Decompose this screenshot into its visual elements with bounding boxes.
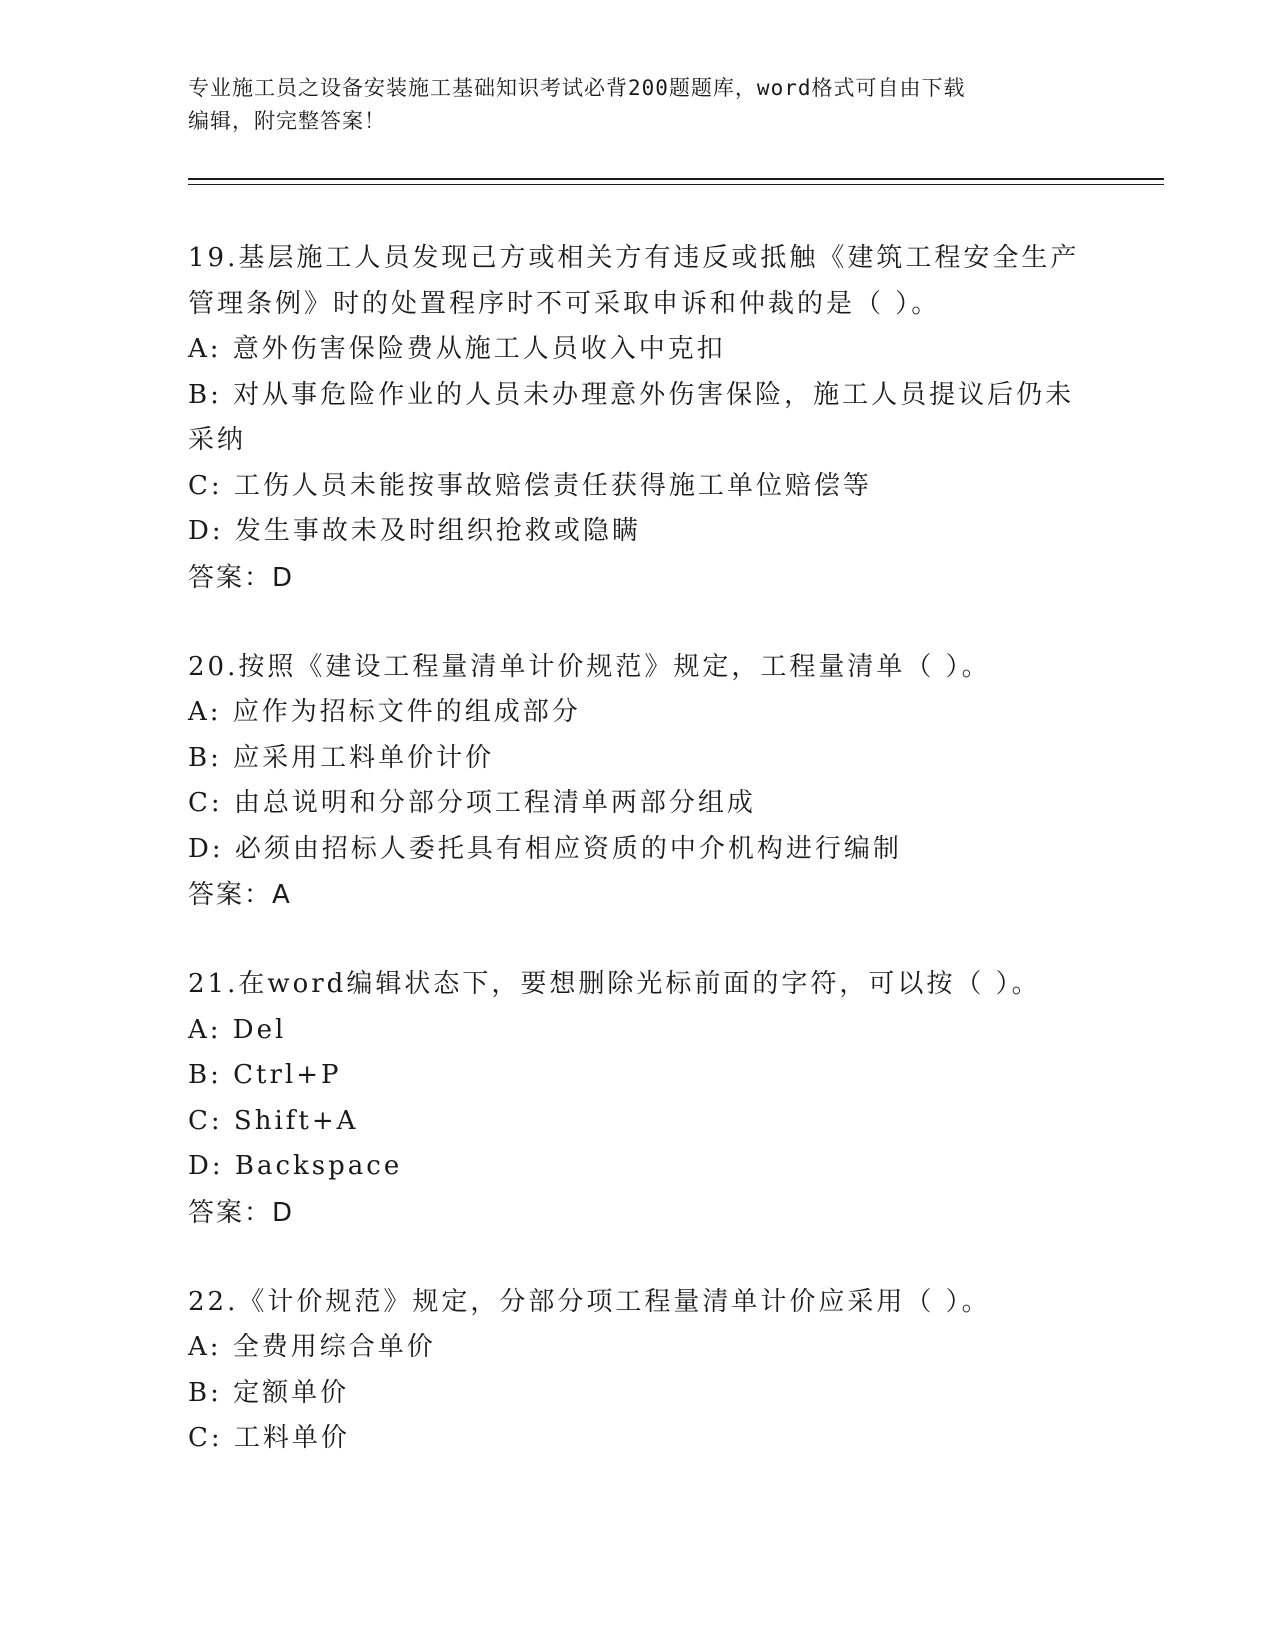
question-21 [188,962,1088,1236]
header-divider-thin [188,184,1164,185]
option-b: B: 对从事危险作业的人员未办理意外伤害保险，施工人员提议后仍未 [188,379,1075,410]
question-19 [188,236,1088,601]
header-line-2: 编辑，附完整答案！ [188,109,386,133]
option-a: A: Del [188,1014,287,1045]
question-stem: 22.《计价规范》规定，分部分项工程量清单计价应采用（ ）。 [188,1286,991,1317]
question-22 [188,1280,1088,1462]
question-stem-continued: 管理条例》时的处置程序时不可采取申诉和仲裁的是（ ）。 [188,288,941,319]
option-b-continued: 采纳 [188,425,247,455]
option-c: C: 工料单价 [188,1423,350,1453]
question-20 [188,645,1088,919]
header-divider-thick [188,178,1164,180]
option-d: D: 发生事故未及时组织抢救或隐瞒 [188,516,641,546]
option-b: B: 定额单价 [188,1377,350,1408]
question-list [188,236,1088,1506]
answer-line: 答案：A [188,880,292,910]
question-stem: 19.基层施工人员发现己方或相关方有违反或抵触《建筑工程安全生产 [188,243,1080,273]
option-c: C: 由总说明和分部分项工程清单两部分组成 [188,788,756,818]
option-b: B: 应采用工料单价计价 [188,742,495,773]
option-d: D: 必须由招标人委托具有相应资质的中介机构进行编制 [188,833,902,864]
answer-line: 答案：D [188,1197,295,1228]
document-header [188,72,1088,138]
option-c: C: Shift+A [188,1105,359,1136]
question-stem: 20.按照《建设工程量清单计价规范》规定，工程量清单（ ）。 [188,651,991,682]
header-line-1: 专业施工员之设备安装施工基础知识考试必背200题题库，word格式可自由下载 [188,76,966,100]
option-c: C: 工伤人员未能按事故赔偿责任获得施工单位赔偿等 [188,470,872,501]
option-a: A: 意外伤害保险费从施工人员收入中克扣 [188,334,726,364]
answer-line: 答案：D [188,562,295,593]
option-d: D: Backspace [188,1151,403,1181]
option-b: B: Ctrl+P [188,1060,342,1090]
option-a: A: 全费用综合单价 [188,1332,436,1362]
option-a: A: 应作为招标文件的组成部分 [188,697,581,727]
question-stem: 21.在word编辑状态下，要想删除光标前面的字符，可以按（ ）。 [188,969,1041,999]
